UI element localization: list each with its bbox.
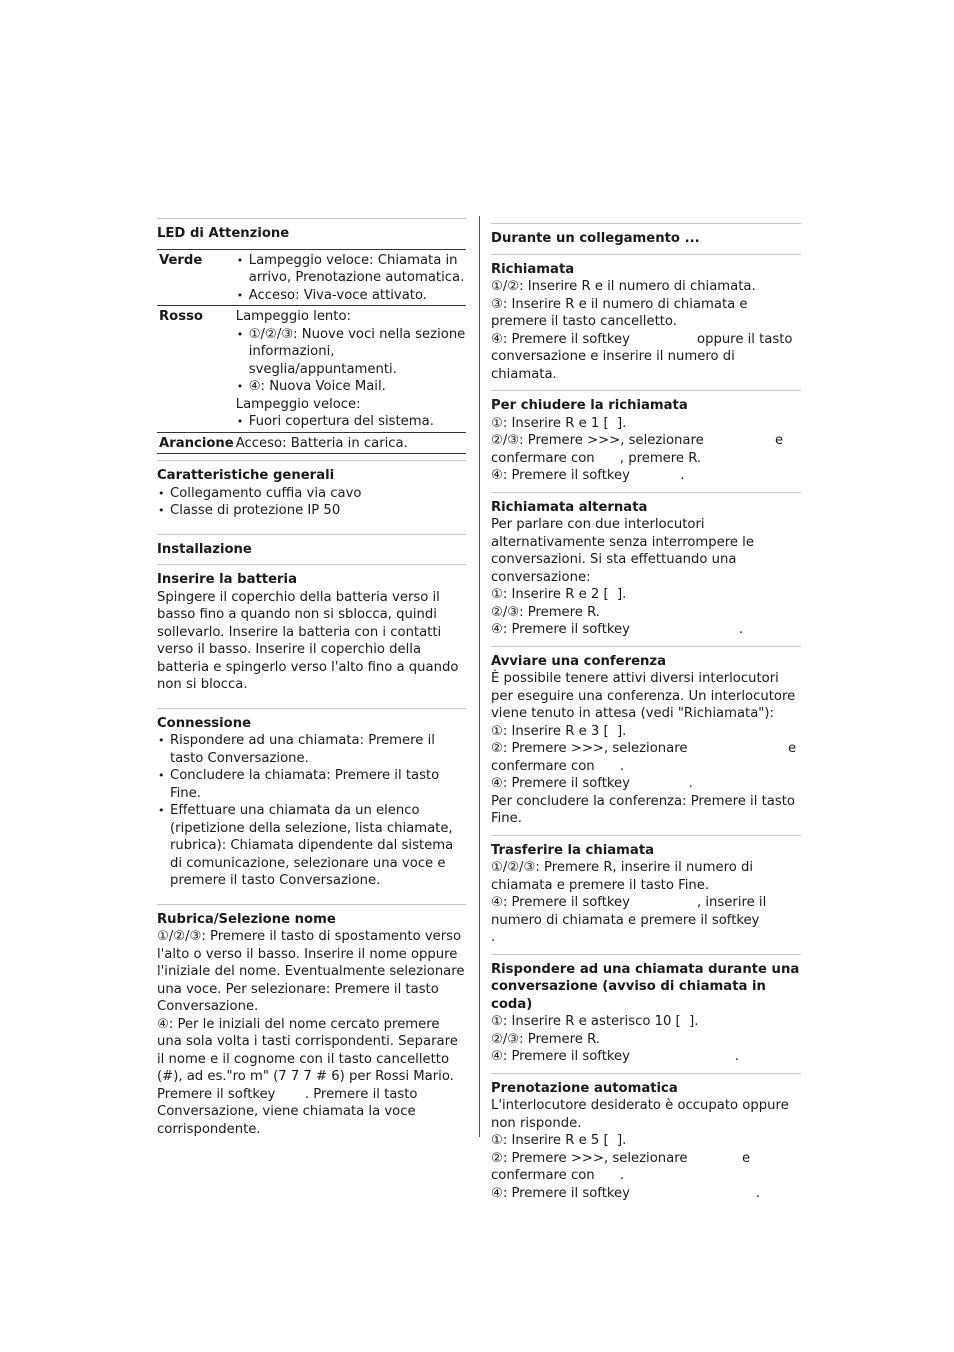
led-description <box>234 249 466 306</box>
procedure-line: ①: Inserire R e 2 [ ]. <box>491 587 627 602</box>
led-color-label: Rosso <box>159 309 203 324</box>
procedure-section <box>491 254 801 391</box>
led-bullet-item: • Fuori copertura del sistema. <box>236 413 466 431</box>
procedure-line: ④: Premere il softkey . <box>491 776 693 791</box>
led-text: Lampeggio veloce: <box>235 396 361 412</box>
led-row <box>157 432 466 454</box>
led-bullet-item: • Lampeggio veloce: Chiamata in arrivo, Prenotazione automatica. <box>236 252 466 287</box>
procedure-line: ①: Inserire R e 1 [ ]. <box>491 415 627 431</box>
right-column <box>491 223 810 1209</box>
procedure-line: Per concludere la conferenza: Premere il tasto Fine. <box>491 793 800 826</box>
procedure-section <box>491 835 810 954</box>
procedure-line: ①/②/③: Premere R, inserire il numero di chiamata e premere il tasto Fine. <box>491 860 758 893</box>
connection-item: • Rispondere ad una chiamata: Premere il tasto Conversazione. <box>157 732 466 767</box>
right-sections <box>491 254 810 1210</box>
procedure-title: Rispondere ad una chiamata durante una conversazione (avviso di chiamata in coda) <box>491 961 800 1012</box>
connection-section <box>157 708 466 890</box>
procedure-line: ④: Premere il softkey . <box>491 1049 739 1064</box>
procedure-line: ④: Premere il softkey . <box>491 1185 760 1201</box>
led-color-label: Verde <box>159 252 203 268</box>
led-row <box>157 306 466 433</box>
led-section <box>157 218 466 454</box>
procedure-section <box>491 492 801 646</box>
rubrica-section <box>157 904 466 1139</box>
install-section <box>157 534 466 559</box>
led-table <box>157 249 466 455</box>
led-bullet-item: • ④: Nuova Voice Mail. <box>236 378 466 396</box>
led-bullets <box>236 252 466 305</box>
procedure-line: ③: Inserire R e il numero di chiamata e premere il tasto cancelletto. <box>491 296 752 329</box>
procedure-line: ①/②: Inserire R e il numero di chiamata. <box>491 279 756 294</box>
procedure-line: ④: Premere il softkey , inserire il numero di chiamata e premere il softkey . <box>491 895 810 945</box>
feature-item: • Classe di protezione IP 50 <box>157 502 466 520</box>
connection-item: • Concludere la chiamata: Premere il tasto Fine. <box>157 767 466 802</box>
procedure-line: È possibile tenere attivi diversi interlocutori per eseguire una conferenza. Un interlocutore viene tenuto in attesa (vedi "Richiamata"): <box>491 671 800 721</box>
procedure-line: ②/③: Premere R. <box>491 604 600 620</box>
procedure-line: ②: Premere >>>, selezionare e confermare con . <box>491 741 801 774</box>
battery-text: Spingere il coperchio della batteria verso il basso fino a quando non si sblocca, quindi sollevarlo. Inserire la batteria con i contatti verso il basso. Inserire il coperchio della batteria e spingerlo verso l'alto fino a quando non si blocca. <box>157 589 459 692</box>
procedure-section <box>491 390 801 492</box>
features-list <box>157 485 466 520</box>
procedure-line: L'interlocutore desiderato è occupato oppure non risponde. <box>491 1098 793 1131</box>
procedure-line: Per parlare con due interlocutori alternativamente senza interrompere le conversazioni. Si sta effettuando una conversazione: <box>491 517 759 585</box>
rubrica-title: Rubrica/Selezione nome <box>157 911 336 927</box>
led-color-label: Arancione <box>159 435 234 451</box>
led-title: LED di Attenzione <box>157 226 290 241</box>
install-title: Installazione <box>157 541 252 557</box>
left-column <box>157 218 466 1138</box>
features-section <box>157 460 466 520</box>
connection-title: Connessione <box>157 715 252 731</box>
led-text: Lampeggio lento: <box>235 309 351 324</box>
procedure-section <box>491 1073 801 1210</box>
procedure-line: ①: Inserire R e 5 [ ]. <box>491 1133 627 1148</box>
procedure-line: ④: Premere il softkey . <box>491 468 685 483</box>
rubrica-paragraph-1: ①/②/③: Premere il tasto di spostamento verso l'alto o verso il basso. Inserire il nome oppure l'iniziale del nome. Eventualmente selezionare una voce. Per selezionare: Premere il tasto Conversazione. <box>157 929 465 1014</box>
procedure-section <box>491 646 801 835</box>
during-section <box>491 223 801 254</box>
procedure-line: ①: Inserire R e 3 [ ]. <box>491 723 627 739</box>
procedure-title: Per chiudere la richiamata <box>491 398 688 413</box>
procedure-line: ①: Inserire R e asterisco 10 [ ]. <box>491 1014 699 1029</box>
led-bullet-item: • Acceso: Viva-voce attivato. <box>236 287 466 305</box>
procedure-title: Richiamata <box>491 261 575 277</box>
procedure-title: Richiamata alternata <box>491 499 648 515</box>
battery-title: Inserire la batteria <box>157 572 297 587</box>
procedure-section <box>491 954 801 1073</box>
led-bullets <box>236 326 466 396</box>
procedure-line: ④: Premere il softkey . <box>491 622 744 637</box>
led-bullets <box>236 413 466 431</box>
led-bullet-item: • ①/②/③: Nuove voci nella sezione informazioni, sveglia/appuntamenti. <box>236 326 466 379</box>
battery-section <box>157 564 466 694</box>
feature-item: • Collegamento cuffia via cavo <box>157 485 466 503</box>
column-divider <box>479 216 480 1137</box>
led-description <box>234 306 466 433</box>
led-text: Acceso: Batteria in carica. <box>235 435 408 451</box>
procedure-line: ②/③: Premere >>>, selezionare e confermare con , premere R. <box>491 433 788 466</box>
procedure-title: Avviare una conferenza <box>491 653 667 669</box>
led-description <box>234 432 466 454</box>
procedure-title: Prenotazione automatica <box>491 1080 678 1096</box>
features-title: Caratteristiche generali <box>157 468 335 483</box>
rubrica-paragraph-2: ④: Per le iniziali del nome cercato premere una sola volta i tasti corrispondenti. Separare il nome e il cognome con il tasto cancelletto (#), ad es."ro m" (7 7 7 # 6) per Rossi Mario. Premere il softkey . Premere il tasto Conversazione, viene chiamata la voce corrispondente. <box>157 1016 463 1137</box>
during-title: Durante un collegamento ... <box>491 231 700 246</box>
procedure-title: Trasferire la chiamata <box>491 842 655 858</box>
connection-list <box>157 732 466 890</box>
procedure-line: ②/③: Premere R. <box>491 1031 600 1047</box>
led-row <box>157 249 466 306</box>
procedure-line: ④: Premere il softkey oppure il tasto conversazione e inserire il numero di chiamata. <box>491 331 797 382</box>
procedure-line: ②: Premere >>>, selezionare e confermare con . <box>491 1150 755 1183</box>
connection-item: • Effettuare una chiamata da un elenco (ripetizione della selezione, lista chiamate, rubrica): Chiamata dipendente dal sistema di comunicazione, selezionare una voce e premere il tasto Conversazione. <box>157 802 466 890</box>
